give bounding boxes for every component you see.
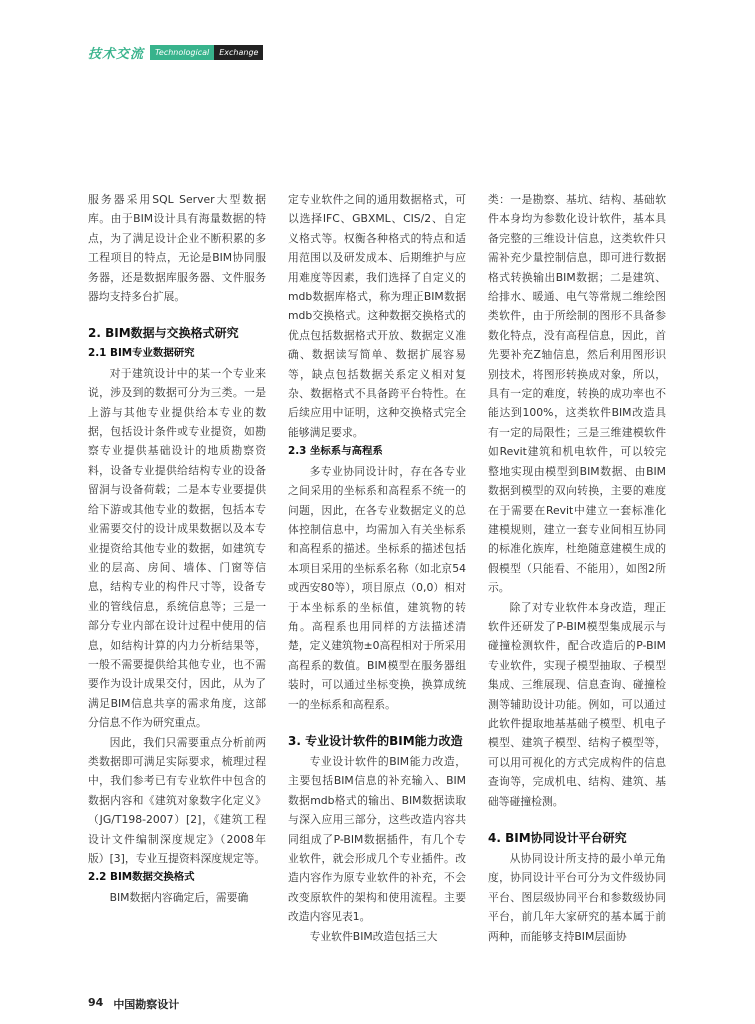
paragraph: 对于建筑设计中的某一个专业来说，涉及到的数据可分为三类。一是上游与其他专业提供给本专业的数据，包括设计条件或专业提资，如勘察专业提供基础设计的地质勘察资料，设备专业提供给结构专业的设备留洞与设备荷载；二是本专业要提供给下游或其他专业的数据，包括本专业需要交付的设计成果数据以及本专业提资给其他专业的数据，如建筑专业的层高、房间、墙体、门窗等信息，结构专业的构件尺寸等，设备专业的管线信息，系统信息等；三是一部分专业内部在设计过程中使用的信息，如结构计算的内力分析结果等，一般不需要提供给其他专业，也不需要作为设计成果交付，因此，从为了满足BIM信息共享的需求角度，这部分信息不作为研究重点。 <box>88 366 266 730</box>
journal-name: 中国勘察设计 <box>113 998 180 1011</box>
section-heading: 2. BIM数据与交换格式研究 <box>88 326 239 341</box>
paragraph: 专业软件BIM改造包括三大 <box>309 929 438 943</box>
paragraph: 除了对专业软件本身改造，理正软件还研发了P-BIM模型集成展示与碰撞检测软件，配合改造后的P-BIM专业软件，实现子模型抽取、子模型集成、三维展现、信息查询、碰撞检测等辅助设计功能。例如，可以通过此软件提取地基基础子模型、机电子模型、建筑子模型、结构子模型等，可以用可视化的方式完成构件的信息查询等，完成机电、结构、建筑、基础等碰撞检测。 <box>488 600 666 808</box>
section-heading: 3. 专业设计软件的BIM能力改造 <box>288 733 463 748</box>
paragraph: 从协同设计所支持的最小单元角度，协同设计平台可分为文件级协同平台、图层级协同平台和参数级协同平台，前几年大家研究的基本属于前两种，而能够支持BIM层面协 <box>488 852 666 943</box>
section-heading: 4. BIM协同设计平台研究 <box>488 831 627 845</box>
column-right <box>488 190 666 946</box>
paragraph: 专业设计软件的BIM能力改造，主要包括BIM信息的补充输入、BIM数据mdb格式的输出、BIM数据读取与深入应用三部分，这些改造内容共同组成了P-BIM数据插件，有几个专业软件，就会形成几个专业插件。改造内容作为原专业软件的补充，不会改变原软件的架构和使用流程。主要改造内容见表1。 <box>288 754 466 924</box>
column-middle <box>288 190 466 946</box>
paragraph: 因此，我们只需要重点分析前两类数据即可满足实际要求，梳理过程中，我们参考已有专业软件中包含的数据内容和《建筑对象数字化定义》（JG/T198-2007）[2]，《建筑工程设计文件编制深度规定》（2008年版）[3]，专业互提资料深度规定等。 <box>88 735 266 865</box>
section-tag-exchange: Exchange <box>214 45 263 60</box>
section-tag-technological: Technological <box>150 45 214 60</box>
section-header <box>88 44 263 60</box>
column-left <box>88 190 266 907</box>
page-number: 94 <box>88 996 104 1009</box>
paragraph: 服务器采用SQL Server大型数据库。由于BIM设计具有海量数据的特点，为了满足设计企业不断积累的多工程项目的特点，无论是BIM协同服务器，还是数据库服务器、文件服务器均支持多台扩展。 <box>88 193 266 304</box>
paragraph: 定专业软件之间的通用数据格式，可以选择IFC、GBXML、CIS/2、自定义格式等。权衡各种格式的特点和适用范围以及研发成本、后期维护与应用难度等因素，我们选择了自定义的mdb数据库格式，称为理正BIM数据mdb交换格式。这种数据交换格式的优点包括数据格式开放、数据定义准确、数据读写简单、数据扩展容易等，缺点包括数据关系定义相对复杂、数据格式不具备跨平台特性。在后续应用中证明，这种交换格式完全能够满足要求。 <box>288 193 466 439</box>
subsection-heading: 2.1 BIM专业数据研究 <box>88 347 195 360</box>
page-footer <box>88 996 179 1012</box>
subsection-heading: 2.3 坐标系与高程系 <box>288 445 383 458</box>
paragraph: BIM数据内容确定后，需要确 <box>109 890 249 904</box>
paragraph: 多专业协同设计时，存在各专业之间采用的坐标系和高程系不统一的问题，因此，在各专业数据定义的总体控制信息中，均需加入有关坐标系和高程系的描述。坐标系的描述包括本项目采用的坐标系名称（如北京54或西安80等），项目原点（0,0）相对于本坐标系的坐标值，建筑物的转角。高程系也用同样的方法描述清楚，定义建筑物±0高程相对于所采用高程系的数值。BIM模型在服务器组装时，可以通过坐标变换，换算成统一的坐标系和高程系。 <box>288 464 466 711</box>
section-title: 技术交流 <box>88 46 145 62</box>
subsection-heading: 2.2 BIM数据交换格式 <box>88 871 195 884</box>
paragraph: 类：一是勘察、基坑、结构、基础软件本身均为参数化设计软件，基本具备完整的三维设计信息，这类软件只需补充少量控制信息，即可进行数据格式转换输出BIM数据；二是建筑、给排水、暖通、电气等常规二维绘图类软件，由于所绘制的图形不具备参数化特点，没有高程信息，因此，首先要补充Z轴信息，然后利用图形识别技术，将图形转换成对象，所以，具有一定的难度，转换的成功率也不能达到100%，这类软件BIM改造具有一定的局限性；三是三维建模软件如Revit建筑和机电软件，可以较完整地实现由模型到BIM数据、由BIM数据到模型的双向转换，主要的难度在于需要在Revit中建立一套标准化建模规则，建立一套专业间相互协同的标准化族库，杜绝随意建模生成的假模型（只能看、不能用），如图2所示。 <box>488 193 666 595</box>
